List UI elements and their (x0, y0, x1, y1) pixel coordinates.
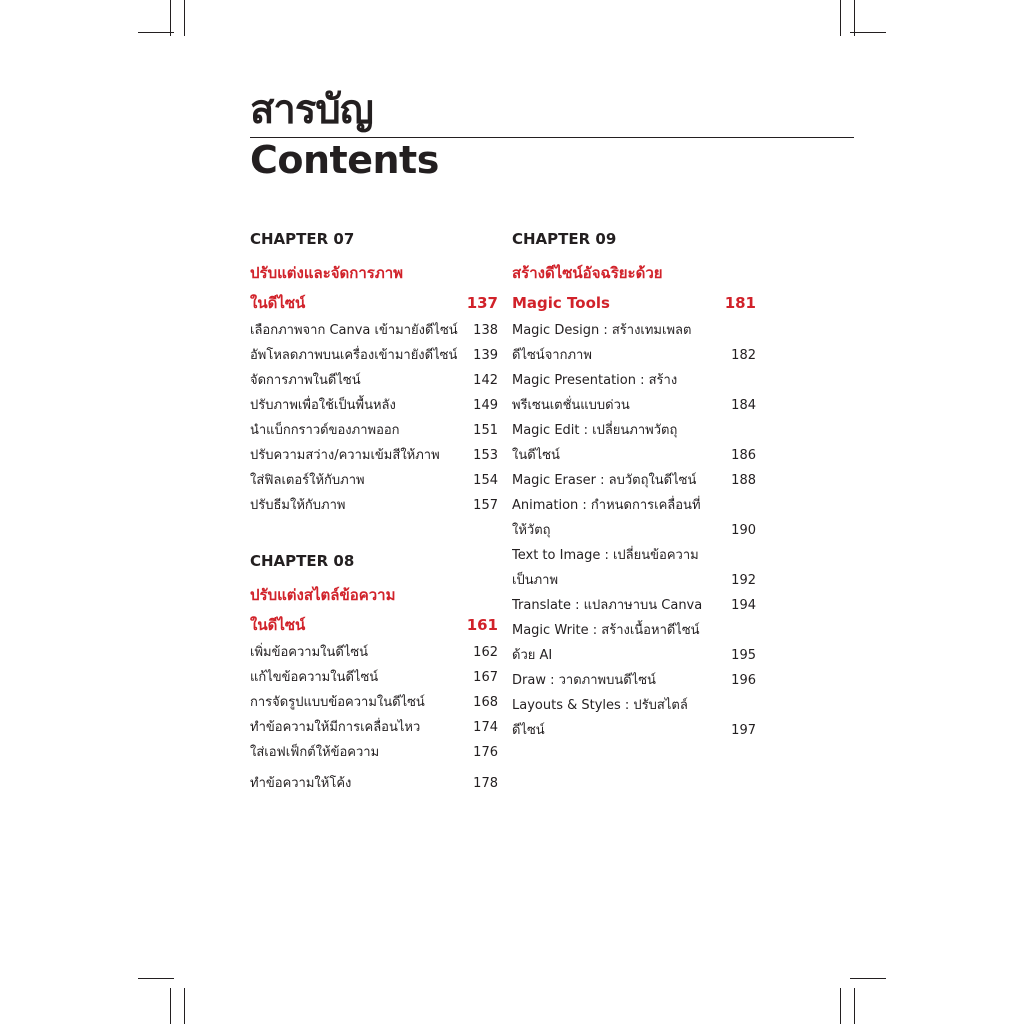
chapter-title-text: ในดีไซน์ (250, 294, 306, 312)
toc-entry-title: นำแบ็กกราวด์ของภาพออก (250, 423, 400, 438)
toc-entry-page: 138 (473, 323, 498, 338)
toc-entry-page: 192 (731, 573, 756, 588)
chapter-title-text: ปรับแต่งและจัดการภาพ (250, 264, 404, 282)
toc-entry-title: Magic Design : สร้างเทมเพลต (512, 323, 692, 338)
toc-entry-title: ดีไซน์ (512, 723, 545, 738)
toc-entry[interactable] (250, 771, 498, 796)
toc-entry-page: 139 (473, 348, 498, 363)
toc-entry[interactable] (250, 368, 498, 393)
toc-entry-cont[interactable] (512, 718, 756, 743)
toc-entry-page: 188 (731, 473, 756, 488)
chapter-07-title-cont[interactable] (250, 288, 498, 318)
toc-entry-title: อัพโหลดภาพบนเครื่องเข้ามายังดีไซน์ (250, 348, 458, 363)
toc-entry-title: แก้ไขข้อความในดีไซน์ (250, 670, 379, 685)
toc-entry-cont[interactable] (512, 343, 756, 368)
toc-column-right (512, 228, 756, 743)
chapter-title-text: ปรับแต่งสไตล์ข้อความ (250, 586, 396, 604)
toc-entry-page: 142 (473, 373, 498, 388)
toc-entry[interactable] (512, 693, 756, 718)
toc-entry[interactable] (250, 318, 498, 343)
chapter-title-text: สร้างดีไซน์อัจฉริยะด้วย (512, 264, 663, 282)
crop-mark (850, 32, 886, 33)
toc-entry-page: 162 (473, 645, 498, 660)
toc-entry-page: 167 (473, 670, 498, 685)
toc-entry-page: 151 (473, 423, 498, 438)
toc-entry-cont[interactable] (512, 518, 756, 543)
crop-mark (138, 32, 174, 33)
chapter-08-title[interactable] (250, 580, 498, 610)
chapter-page-number: 137 (466, 294, 498, 312)
toc-entry-title: ใส่ฟิลเตอร์ให้กับภาพ (250, 473, 365, 488)
toc-entry-title: Magic Eraser : ลบวัตถุในดีไซน์ (512, 473, 697, 488)
page-title-thai: สารบัญ (250, 87, 373, 133)
toc-entry-cont[interactable] (512, 393, 756, 418)
crop-mark (138, 978, 174, 979)
chapter-09-title-cont[interactable] (512, 288, 756, 318)
toc-entry-title: จัดการภาพในดีไซน์ (250, 373, 361, 388)
toc-entry-title: ในดีไซน์ (512, 448, 560, 463)
toc-entry-title: การจัดรูปแบบข้อความในดีไซน์ (250, 695, 425, 710)
chapter-09-label: CHAPTER 09 (512, 230, 617, 248)
toc-entry-page: 184 (731, 398, 756, 413)
toc-entry-title: ด้วย AI (512, 648, 553, 663)
toc-entry-page: 149 (473, 398, 498, 413)
toc-entry-title: เป็นภาพ (512, 573, 559, 588)
toc-entry[interactable] (512, 593, 756, 618)
toc-entry-title: Translate : แปลภาษาบน Canva (512, 598, 703, 613)
chapter-09-title[interactable] (512, 258, 756, 288)
toc-entry-page: 190 (731, 523, 756, 538)
toc-entry-title: Draw : วาดภาพบนดีไซน์ (512, 673, 656, 688)
toc-entry-title: Magic Write : สร้างเนื้อหาดีไซน์ (512, 623, 700, 638)
toc-entry-page: 195 (731, 648, 756, 663)
toc-entry[interactable] (512, 418, 756, 443)
toc-entry-page: 194 (731, 598, 756, 613)
toc-entry[interactable] (512, 618, 756, 643)
toc-entry-page: 157 (473, 498, 498, 513)
toc-entry-title: ปรับความสว่าง/ความเข้มสีให้ภาพ (250, 448, 440, 463)
toc-entry[interactable] (250, 740, 498, 765)
chapter-08-title-cont[interactable] (250, 610, 498, 640)
chapter-title-text: ในดีไซน์ (250, 616, 306, 634)
toc-entry-page: 176 (473, 745, 498, 760)
toc-entry-page: 153 (473, 448, 498, 463)
crop-mark (840, 0, 841, 36)
toc-entry[interactable] (250, 715, 498, 740)
toc-entry-title: Magic Edit : เปลี่ยนภาพวัตถุ (512, 423, 678, 438)
chapter-title-text: Magic Tools (512, 294, 610, 312)
chapter-page-number: 181 (724, 294, 756, 312)
toc-entry-title: ทำข้อความให้มีการเคลื่อนไหว (250, 720, 421, 735)
toc-entry-title: ปรับภาพเพื่อใช้เป็นพื้นหลัง (250, 398, 396, 413)
toc-entry[interactable] (250, 443, 498, 468)
chapter-08-label: CHAPTER 08 (250, 552, 355, 570)
toc-entry-page: 168 (473, 695, 498, 710)
crop-mark (854, 988, 855, 1024)
toc-entry-page: 174 (473, 720, 498, 735)
chapter-07-title[interactable] (250, 258, 498, 288)
page-title-english: Contents (250, 138, 439, 182)
toc-entry[interactable] (512, 468, 756, 493)
toc-entry-title: ทำข้อความให้โค้ง (250, 776, 352, 791)
toc-entry-title: เพิ่มข้อความในดีไซน์ (250, 645, 369, 660)
crop-mark (854, 0, 855, 36)
toc-entry[interactable] (512, 368, 756, 393)
toc-entry-page: 197 (731, 723, 756, 738)
toc-entry-title: เลือกภาพจาก Canva เข้ามายังดีไซน์ (250, 323, 458, 338)
toc-entry-title: ปรับธีมให้กับภาพ (250, 498, 346, 513)
toc-entry[interactable] (512, 543, 756, 568)
toc-entry-title: Magic Presentation : สร้าง (512, 373, 678, 388)
crop-mark (184, 988, 185, 1024)
toc-entry-page: 186 (731, 448, 756, 463)
chapter-page-number: 161 (466, 616, 498, 634)
crop-mark (184, 0, 185, 36)
toc-entry-cont[interactable] (512, 643, 756, 668)
toc-entry-title: ใส่เอฟเฟ็กต์ให้ข้อความ (250, 745, 380, 760)
toc-entry[interactable] (250, 665, 498, 690)
toc-entry-cont[interactable] (512, 568, 756, 593)
toc-entry[interactable] (512, 318, 756, 343)
toc-column-left (250, 228, 498, 796)
toc-entry-title: Layouts & Styles : ปรับสไตล์ (512, 698, 688, 713)
toc-entry-title: พรีเซนเตชั่นแบบด่วน (512, 398, 630, 413)
toc-entry[interactable] (250, 690, 498, 715)
toc-entry[interactable] (512, 493, 756, 518)
toc-entry[interactable] (250, 640, 498, 665)
toc-entry-cont[interactable] (512, 443, 756, 468)
toc-entry-title: ให้วัตถุ (512, 523, 551, 538)
toc-entry-title: Animation : กำหนดการเคลื่อนที่ (512, 498, 701, 513)
toc-entry[interactable] (250, 493, 498, 518)
toc-entry-page: 182 (731, 348, 756, 363)
crop-mark (840, 988, 841, 1024)
toc-entry[interactable] (250, 468, 498, 493)
crop-mark (850, 978, 886, 979)
toc-entry[interactable] (512, 668, 756, 693)
toc-entry-title: Text to Image : เปลี่ยนข้อความ (512, 548, 699, 563)
chapter-07-label: CHAPTER 07 (250, 230, 355, 248)
crop-mark (170, 0, 171, 36)
crop-mark (170, 988, 171, 1024)
toc-entry-page: 178 (473, 776, 498, 791)
toc-entry[interactable] (250, 393, 498, 418)
toc-entry-page: 154 (473, 473, 498, 488)
toc-entry[interactable] (250, 418, 498, 443)
toc-entry[interactable] (250, 343, 498, 368)
toc-entry-title: ดีไซน์จากภาพ (512, 348, 592, 363)
toc-entry-page: 196 (731, 673, 756, 688)
